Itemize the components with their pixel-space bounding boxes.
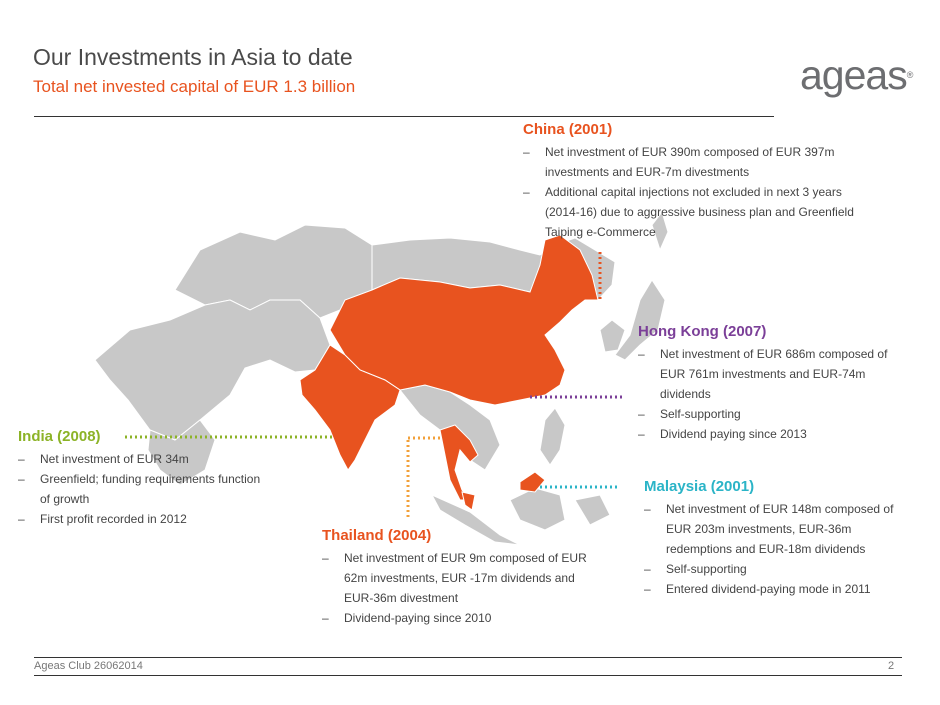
malaysia-item-text: Entered dividend-paying mode in 2011 [666, 582, 871, 596]
india-item [18, 509, 263, 529]
bullet-dash: – [638, 407, 645, 421]
hong-kong-heading: Hong Kong (2007) [638, 323, 767, 340]
bullet-dash: – [644, 582, 651, 596]
malaysia-item-text: Self-supporting [666, 562, 747, 576]
bullet-dash: – [18, 512, 25, 526]
bullet-dash: – [18, 452, 25, 466]
bullet-dash: – [638, 347, 645, 361]
thailand-item [322, 608, 597, 628]
page-number: 2 [888, 660, 895, 672]
hong-kong-item [638, 404, 910, 424]
china-info [523, 121, 873, 242]
china-item-text: Additional capital injections not excluded in next 3 years (2014-16) due to aggressive business plan and Greenfield Taiping e-Commerce [545, 185, 854, 239]
india-item [18, 469, 263, 509]
india-item-text: Net investment of EUR 34m [40, 452, 189, 466]
page-title: Our Investments in Asia to date [33, 44, 353, 70]
china-item [523, 142, 873, 182]
thailand-heading: Thailand (2004) [322, 527, 432, 544]
hong-kong-item [638, 344, 910, 404]
logo-text: ageas [800, 52, 907, 98]
page-subtitle: Total net invested capital of EUR 1.3 billion [33, 77, 356, 96]
thailand-info [322, 527, 597, 628]
thailand-item-text: Net investment of EUR 9m composed of EUR 62m investments, EUR -17m dividends and EUR-36m divestment [344, 551, 587, 605]
bullet-dash: – [322, 551, 329, 565]
india-heading: India (2008) [18, 428, 101, 445]
china-item [523, 182, 873, 242]
hong-kong-item-text: Dividend paying since 2013 [660, 427, 807, 441]
malaysia-item [644, 579, 914, 599]
malaysia-item-text: Net investment of EUR 148m composed of EUR 203m investments, EUR-36m redemptions and EUR-18m dividends [666, 502, 894, 556]
china-heading: China (2001) [523, 121, 613, 138]
hong-kong-item [638, 424, 910, 444]
malaysia-info [644, 478, 914, 599]
malaysia-item [644, 559, 914, 579]
hong-kong-item-text: Net investment of EUR 686m composed of EUR 761m investments and EUR-74m dividends [660, 347, 888, 401]
footer-divider-top [34, 657, 902, 658]
hong-kong-info [638, 323, 910, 444]
bullet-dash: – [638, 427, 645, 441]
bullet-dash: – [18, 472, 25, 486]
malaysia-heading: Malaysia (2001) [644, 478, 755, 495]
footer-divider-bottom [34, 675, 902, 676]
india-item-text: First profit recorded in 2012 [40, 512, 187, 526]
bullet-dash: – [644, 562, 651, 576]
india-info [18, 428, 263, 529]
bullet-dash: – [523, 185, 530, 199]
bullet-dash: – [322, 611, 329, 625]
india-item-text: Greenfield; funding requirements function of growth [40, 472, 261, 506]
thailand-item [322, 548, 597, 608]
bullet-dash: – [523, 145, 530, 159]
thailand-item-text: Dividend-paying since 2010 [344, 611, 492, 625]
map-land-philippines [540, 408, 565, 465]
map-land-middle-east [95, 300, 330, 440]
malaysia-item [644, 499, 914, 559]
logo-registered-mark: ® [906, 70, 913, 80]
bullet-dash: – [644, 502, 651, 516]
india-item [18, 449, 263, 469]
footer-label: Ageas Club 26062014 [34, 660, 143, 672]
hong-kong-item-text: Self-supporting [660, 407, 741, 421]
china-item-text: Net investment of EUR 390m composed of EUR 397m investments and EUR-7m divestments [545, 145, 835, 179]
